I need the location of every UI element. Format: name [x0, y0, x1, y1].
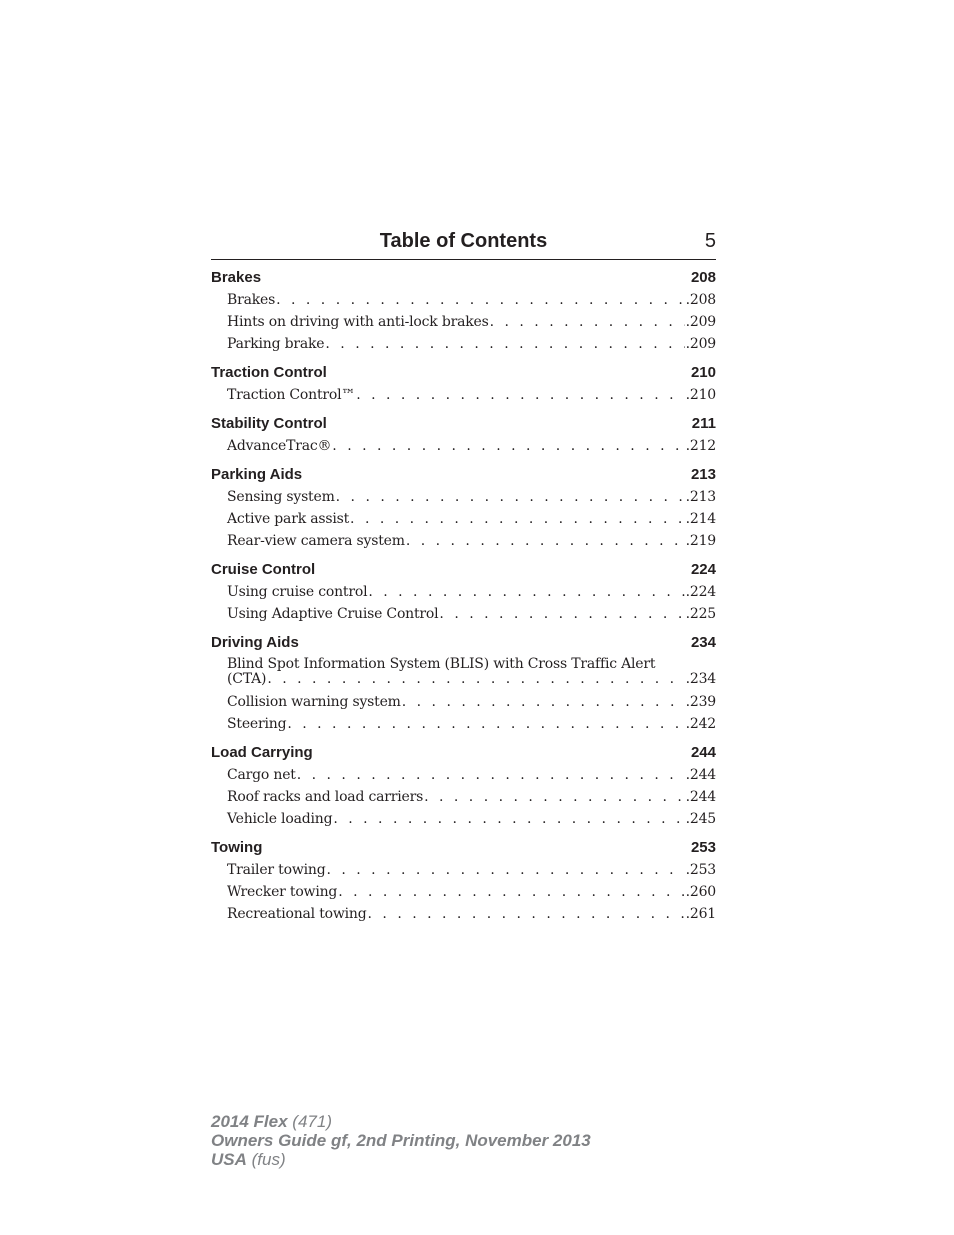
dot-leader — [276, 289, 685, 311]
dot-leader — [424, 786, 685, 808]
toc-entry[interactable] — [211, 289, 716, 311]
toc-page — [211, 230, 716, 932]
entry-page: .244 — [685, 767, 716, 783]
toc-entry[interactable] — [211, 384, 716, 406]
entry-label: Wrecker towing — [227, 884, 338, 900]
entry-label: Collision warning system — [227, 694, 401, 710]
dot-leader — [406, 530, 685, 552]
dot-leader — [333, 808, 684, 830]
footer-market-line — [211, 1150, 591, 1169]
dot-leader — [350, 508, 685, 530]
page-footer — [211, 1112, 591, 1169]
dot-leader — [336, 486, 685, 508]
toc-entry[interactable] — [211, 764, 716, 786]
section-title: Driving Aids — [211, 634, 299, 651]
section-title: Cruise Control — [211, 561, 316, 578]
toc-section — [211, 464, 716, 552]
entry-label: Steering — [227, 716, 287, 732]
entry-label: Active park assist — [227, 511, 350, 527]
dot-leader — [297, 764, 685, 786]
entry-label: AdvanceTrac® — [227, 438, 332, 454]
toc-section — [211, 742, 716, 830]
entry-page: .234 — [685, 671, 716, 687]
toc-entry[interactable] — [211, 333, 716, 355]
toc-entry[interactable] — [211, 859, 716, 881]
toc-section — [211, 362, 716, 406]
toc-section — [211, 559, 716, 625]
section-page: 210 — [690, 364, 716, 381]
dot-leader — [356, 384, 684, 406]
toc-entry[interactable] — [211, 691, 716, 713]
section-title: Towing — [211, 839, 263, 856]
entry-label: Brakes — [227, 292, 276, 308]
section-page: 211 — [691, 415, 716, 432]
toc-entry[interactable] — [211, 903, 716, 925]
section-page: 234 — [690, 634, 716, 651]
section-title: Brakes — [211, 269, 262, 286]
entry-label: Traction Control™ — [227, 387, 356, 403]
toc-section — [211, 632, 716, 735]
dot-leader — [402, 691, 685, 713]
page-number: 5 — [704, 230, 716, 252]
section-page: 208 — [690, 269, 716, 286]
entry-label: Sensing system — [227, 489, 335, 505]
toc-entry[interactable] — [211, 311, 716, 333]
dot-leader — [332, 435, 684, 457]
entry-page: .210 — [685, 387, 716, 403]
entry-label: Parking brake — [227, 336, 325, 352]
entry-continuation — [227, 672, 716, 687]
footer-market: USA — [211, 1150, 247, 1169]
toc-sections — [211, 267, 716, 925]
entry-label: Trailer towing — [227, 862, 326, 878]
dot-leader — [338, 881, 684, 903]
dot-leader — [326, 859, 684, 881]
entry-label: Blind Spot Information System (BLIS) with Cross Traffic Alert — [227, 656, 656, 672]
entry-page: .261 — [685, 906, 716, 922]
toc-section — [211, 413, 716, 457]
toc-entry[interactable] — [211, 530, 716, 552]
footer-model-line — [211, 1112, 591, 1131]
entry-label: Cargo net — [227, 767, 296, 783]
footer-guide: Owners Guide gf, 2nd Printing, November 2013 — [211, 1131, 591, 1150]
toc-entry[interactable] — [211, 603, 716, 625]
entry-page: .224 — [685, 584, 716, 600]
section-heading[interactable] — [211, 559, 716, 581]
section-heading[interactable] — [211, 837, 716, 859]
toc-entry[interactable] — [211, 808, 716, 830]
toc-entry[interactable] — [211, 435, 716, 457]
section-heading[interactable] — [211, 632, 716, 654]
entry-page: .209 — [685, 314, 716, 330]
entry-page: .213 — [685, 489, 716, 505]
footer-market-code: (fus) — [251, 1150, 286, 1169]
toc-entry[interactable] — [211, 881, 716, 903]
entry-page: .242 — [685, 716, 716, 732]
section-heading[interactable] — [211, 362, 716, 384]
toc-entry[interactable] — [211, 713, 716, 735]
entry-page: .219 — [685, 533, 716, 549]
toc-entry[interactable] — [211, 486, 716, 508]
section-heading[interactable] — [211, 742, 716, 764]
footer-model-code: (471) — [292, 1112, 332, 1131]
footer-guide-line — [211, 1131, 591, 1150]
entry-page: .239 — [685, 694, 716, 710]
entry-label: Using Adaptive Cruise Control — [227, 606, 439, 622]
entry-page: .209 — [685, 336, 716, 352]
dot-leader — [368, 581, 684, 603]
dot-leader — [325, 333, 684, 355]
dot-leader — [439, 603, 684, 625]
section-title: Stability Control — [211, 415, 327, 432]
dot-leader — [368, 903, 685, 925]
section-page: 253 — [690, 839, 716, 856]
page-title: Table of Contents — [379, 230, 548, 252]
section-title: Traction Control — [211, 364, 327, 381]
entry-page: .225 — [685, 606, 716, 622]
section-title: Parking Aids — [211, 466, 303, 483]
entry-page: .208 — [685, 292, 716, 308]
dot-leader — [490, 311, 685, 333]
toc-entry[interactable] — [211, 508, 716, 530]
entry-page: .244 — [685, 789, 716, 805]
section-heading[interactable] — [211, 464, 716, 486]
section-page: 244 — [690, 744, 716, 761]
entry-page: .214 — [685, 511, 716, 527]
section-page: 213 — [690, 466, 716, 483]
section-heading[interactable] — [211, 413, 716, 435]
toc-entry[interactable] — [211, 654, 716, 691]
entry-page: .212 — [685, 438, 716, 454]
entry-label: Rear-view camera system — [227, 533, 405, 549]
toc-entry[interactable] — [211, 786, 716, 808]
entry-page: .260 — [685, 884, 716, 900]
entry-label: Roof racks and load carriers — [227, 789, 424, 805]
entry-label: Vehicle loading — [227, 811, 333, 827]
dot-leader — [287, 713, 684, 735]
entry-page: .245 — [685, 811, 716, 827]
entry-label: Using cruise control — [227, 584, 368, 600]
entry-page: .253 — [685, 862, 716, 878]
page-header — [211, 230, 716, 260]
toc-section — [211, 837, 716, 925]
entry-label-cont: (CTA) — [227, 671, 267, 687]
section-heading[interactable] — [211, 267, 716, 289]
toc-entry[interactable] — [211, 581, 716, 603]
dot-leader — [267, 672, 684, 687]
entry-label: Recreational towing — [227, 906, 367, 922]
toc-section — [211, 267, 716, 355]
entry-label: Hints on driving with anti-lock brakes — [227, 314, 489, 330]
section-page: 224 — [690, 561, 716, 578]
section-title: Load Carrying — [211, 744, 313, 761]
footer-model: 2014 Flex — [211, 1112, 288, 1131]
